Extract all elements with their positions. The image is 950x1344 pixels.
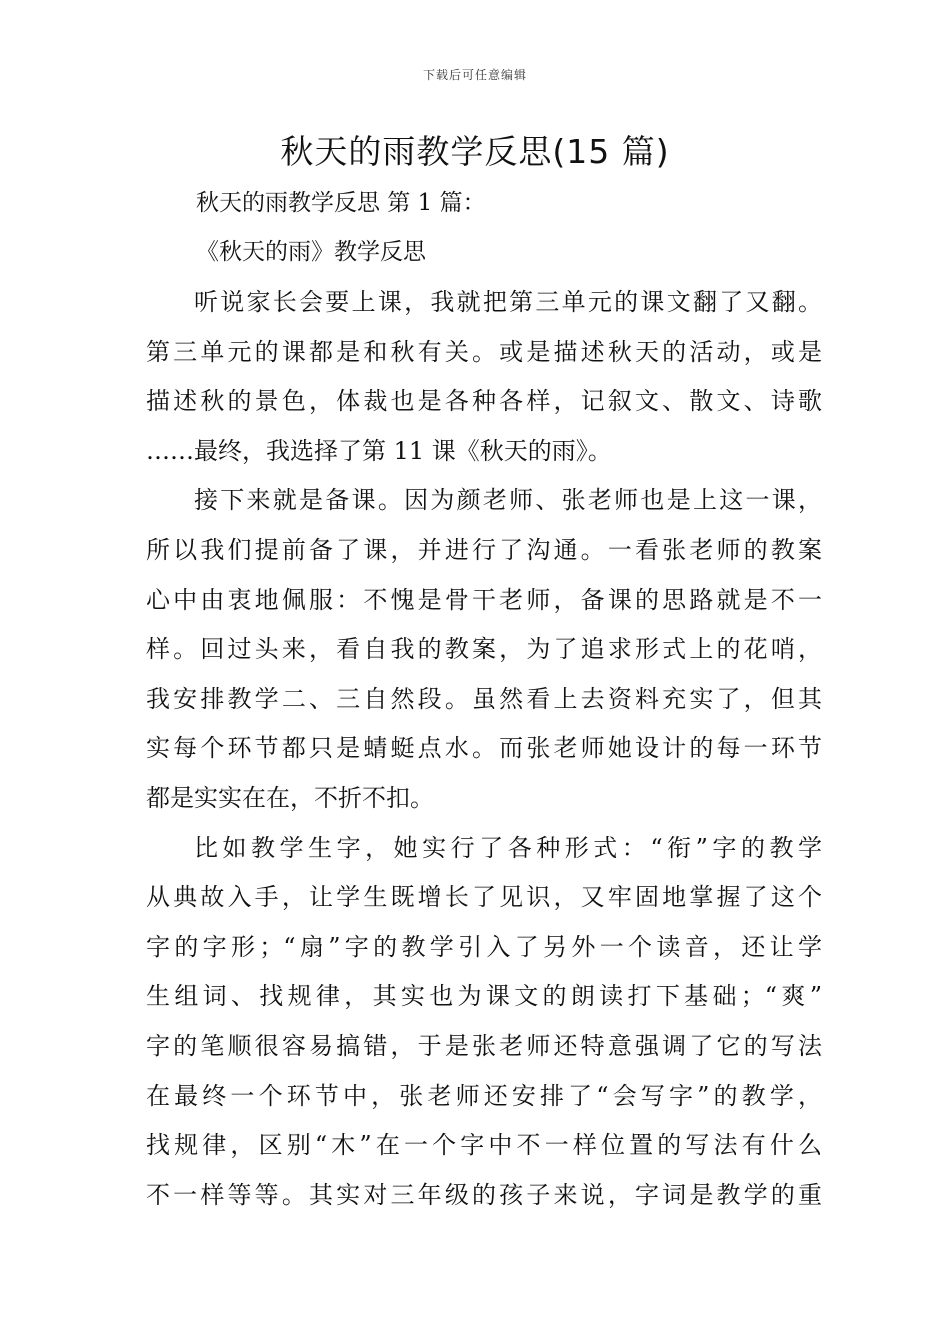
text-line: 实每个环节都只是蜻蜓点水。而张老师她设计的每一环节 [146, 734, 822, 763]
text-line: 听说家长会要上课，我就把第三单元的课文翻了又翻。 [194, 288, 822, 316]
text-line: 字的字形；“扇”字的教学引入了另外一个读音，还让学 [146, 932, 822, 961]
text-line: 接下来就是备课。因为颜老师、张老师也是上这一课， [194, 486, 822, 515]
paragraph-2 [146, 480, 822, 827]
document-title: 秋天的雨教学反思(15 篇) [280, 132, 670, 171]
text-line: 字的笔顺很容易搞错，于是张老师还特意强调了它的写法 [146, 1031, 822, 1060]
text-line: 心中由衷地佩服：不愧是骨干老师，备课的思路就是不一 [146, 585, 822, 614]
text-line: 都是实实在在，不折不扣。 [146, 783, 434, 812]
text-line: ……最终，我选择了第 11 课《秋天的雨》。 [146, 436, 612, 465]
text-line: 比如教学生字，她实行了各种形式：“衔”字的教学 [194, 833, 822, 862]
text-line: 样。回过头来，看自我的教案，为了追求形式上的花哨， [146, 635, 822, 664]
paragraph-1 [146, 282, 822, 480]
paragraph-3 [146, 828, 822, 1225]
header-note: 下载后可任意编辑 [422, 68, 527, 82]
text-line: 找规律，区别“木”在一个字中不一样位置的写法有什么 [146, 1131, 822, 1160]
text-line: 从典故入手，让学生既增长了见识，又牢固地掌握了这个 [146, 883, 822, 912]
body-text [146, 282, 822, 1224]
text-line: 不一样等等。其实对三年级的孩子来说，字词是教学的重 [146, 1180, 822, 1209]
text-line: 生组词、找规律，其实也为课文的朗读打下基础；“爽” [146, 982, 822, 1011]
article-title: 《秋天的雨》教学反思 [196, 239, 426, 265]
text-line: 我安排教学二、三自然段。虽然看上去资料充实了，但其 [146, 684, 822, 713]
text-line: 描述秋的景色，体裁也是各种各样，记叙文、散文、诗歌 [146, 387, 822, 416]
text-line: 所以我们提前备了课，并进行了沟通。一看张老师的教案 [146, 535, 822, 564]
text-line: 在最终一个环节中，张老师还安排了“会写字”的教学， [146, 1081, 822, 1110]
section-heading: 秋天的雨教学反思 第 1 篇： [196, 190, 486, 216]
text-line: 第三单元的课都是和秋有关。或是描述秋天的活动，或是 [146, 337, 822, 366]
